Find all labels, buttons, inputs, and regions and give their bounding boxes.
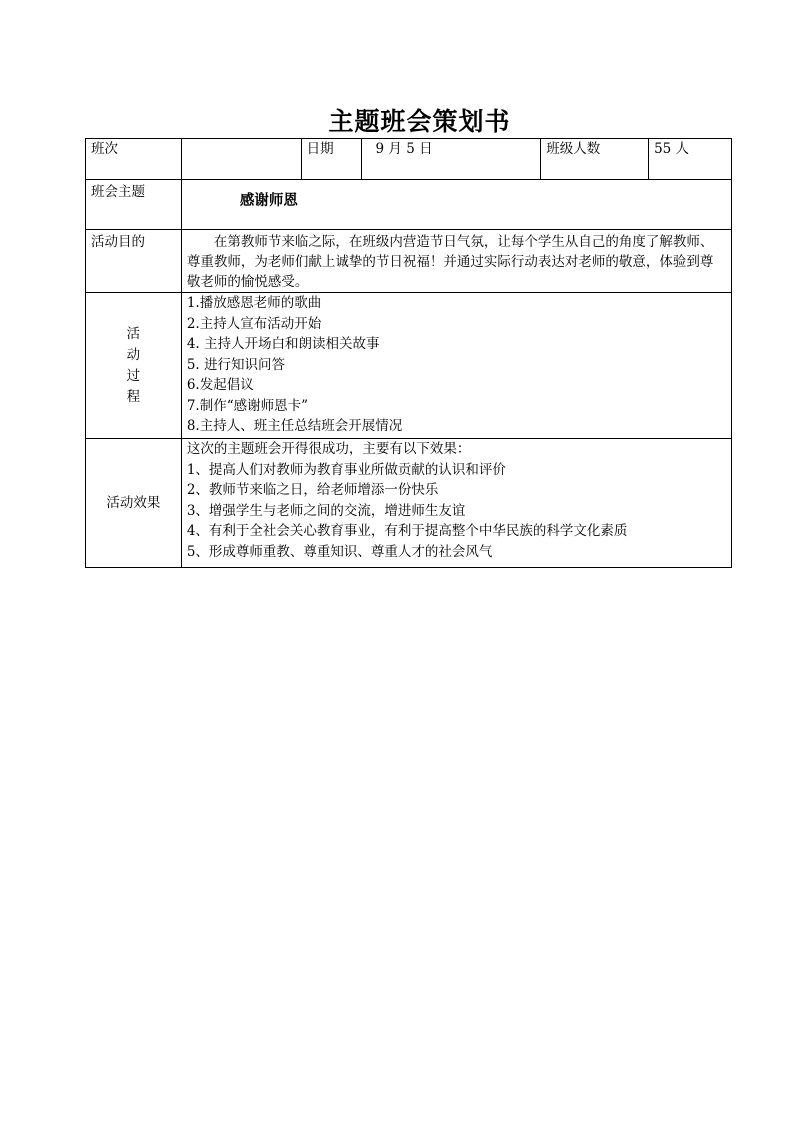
class-label: 班次 xyxy=(86,139,182,180)
table-row xyxy=(86,230,732,293)
process-label-char: 活 xyxy=(126,325,141,342)
list-item: 1、提高人们对教师为教育事业所做贡献的认识和评价 xyxy=(186,461,506,478)
process-label xyxy=(86,293,182,439)
theme-value: 感谢师恩 xyxy=(181,180,731,230)
process-label-char: 过 xyxy=(126,367,141,384)
document-title: 主题班会策划书 xyxy=(328,107,511,136)
effect-list xyxy=(181,439,731,568)
list-item: 1.播放感恩老师的歌曲 xyxy=(186,295,322,311)
date-label: 日期 xyxy=(301,139,361,180)
date-value: 9 月 5 日 xyxy=(361,139,541,180)
list-item: 5、形成尊师重教、尊重知识、尊重人才的社会风气 xyxy=(186,543,493,560)
list-item: 6.发起倡议 xyxy=(186,377,254,393)
table-row xyxy=(86,180,732,230)
process-label-char: 动 xyxy=(126,346,141,363)
class-count-value: 55 人 xyxy=(649,139,732,180)
list-item: 4. 主持人开场白和朗读相关故事 xyxy=(186,336,380,352)
purpose-label: 活动目的 xyxy=(86,230,182,293)
list-item: 5. 进行知识问答 xyxy=(186,356,286,373)
process-label-char: 程 xyxy=(126,388,141,405)
effect-intro: 这次的主题班会开得很成功，主要有以下效果： xyxy=(186,441,471,457)
theme-label: 班会主题 xyxy=(86,180,182,230)
list-item: 7.制作“感谢师恩卡” xyxy=(186,397,309,414)
list-item: 2、教师节来临之日，给老师增添一份快乐 xyxy=(186,482,439,498)
class-value xyxy=(181,139,301,180)
list-item: 8.主持人、班主任总结班会开展情况 xyxy=(186,418,403,434)
class-count-label: 班级人数 xyxy=(541,139,649,180)
effect-label: 活动效果 xyxy=(86,439,182,568)
plan-table xyxy=(85,138,732,568)
list-item: 3、增强学生与老师之间的交流，增进师生友谊 xyxy=(186,502,466,519)
list-item: 4、有利于全社会关心教育事业，有利于提高整个中华民族的科学文化素质 xyxy=(186,523,628,539)
process-steps xyxy=(181,293,731,439)
table-row xyxy=(86,139,732,180)
list-item: 2.主持人宣布活动开始 xyxy=(186,315,322,332)
table-row xyxy=(86,439,732,568)
purpose-text: 在第教师节来临之际，在班级内营造节日气氛，让每个学生从自己的角度了解教师、尊重教师，为老师们献上诚挚的节日祝福！并通过实际行动表达对老师的敬意，体验到尊敬老师的愉悦感受。 xyxy=(181,230,731,293)
table-row xyxy=(86,293,732,439)
